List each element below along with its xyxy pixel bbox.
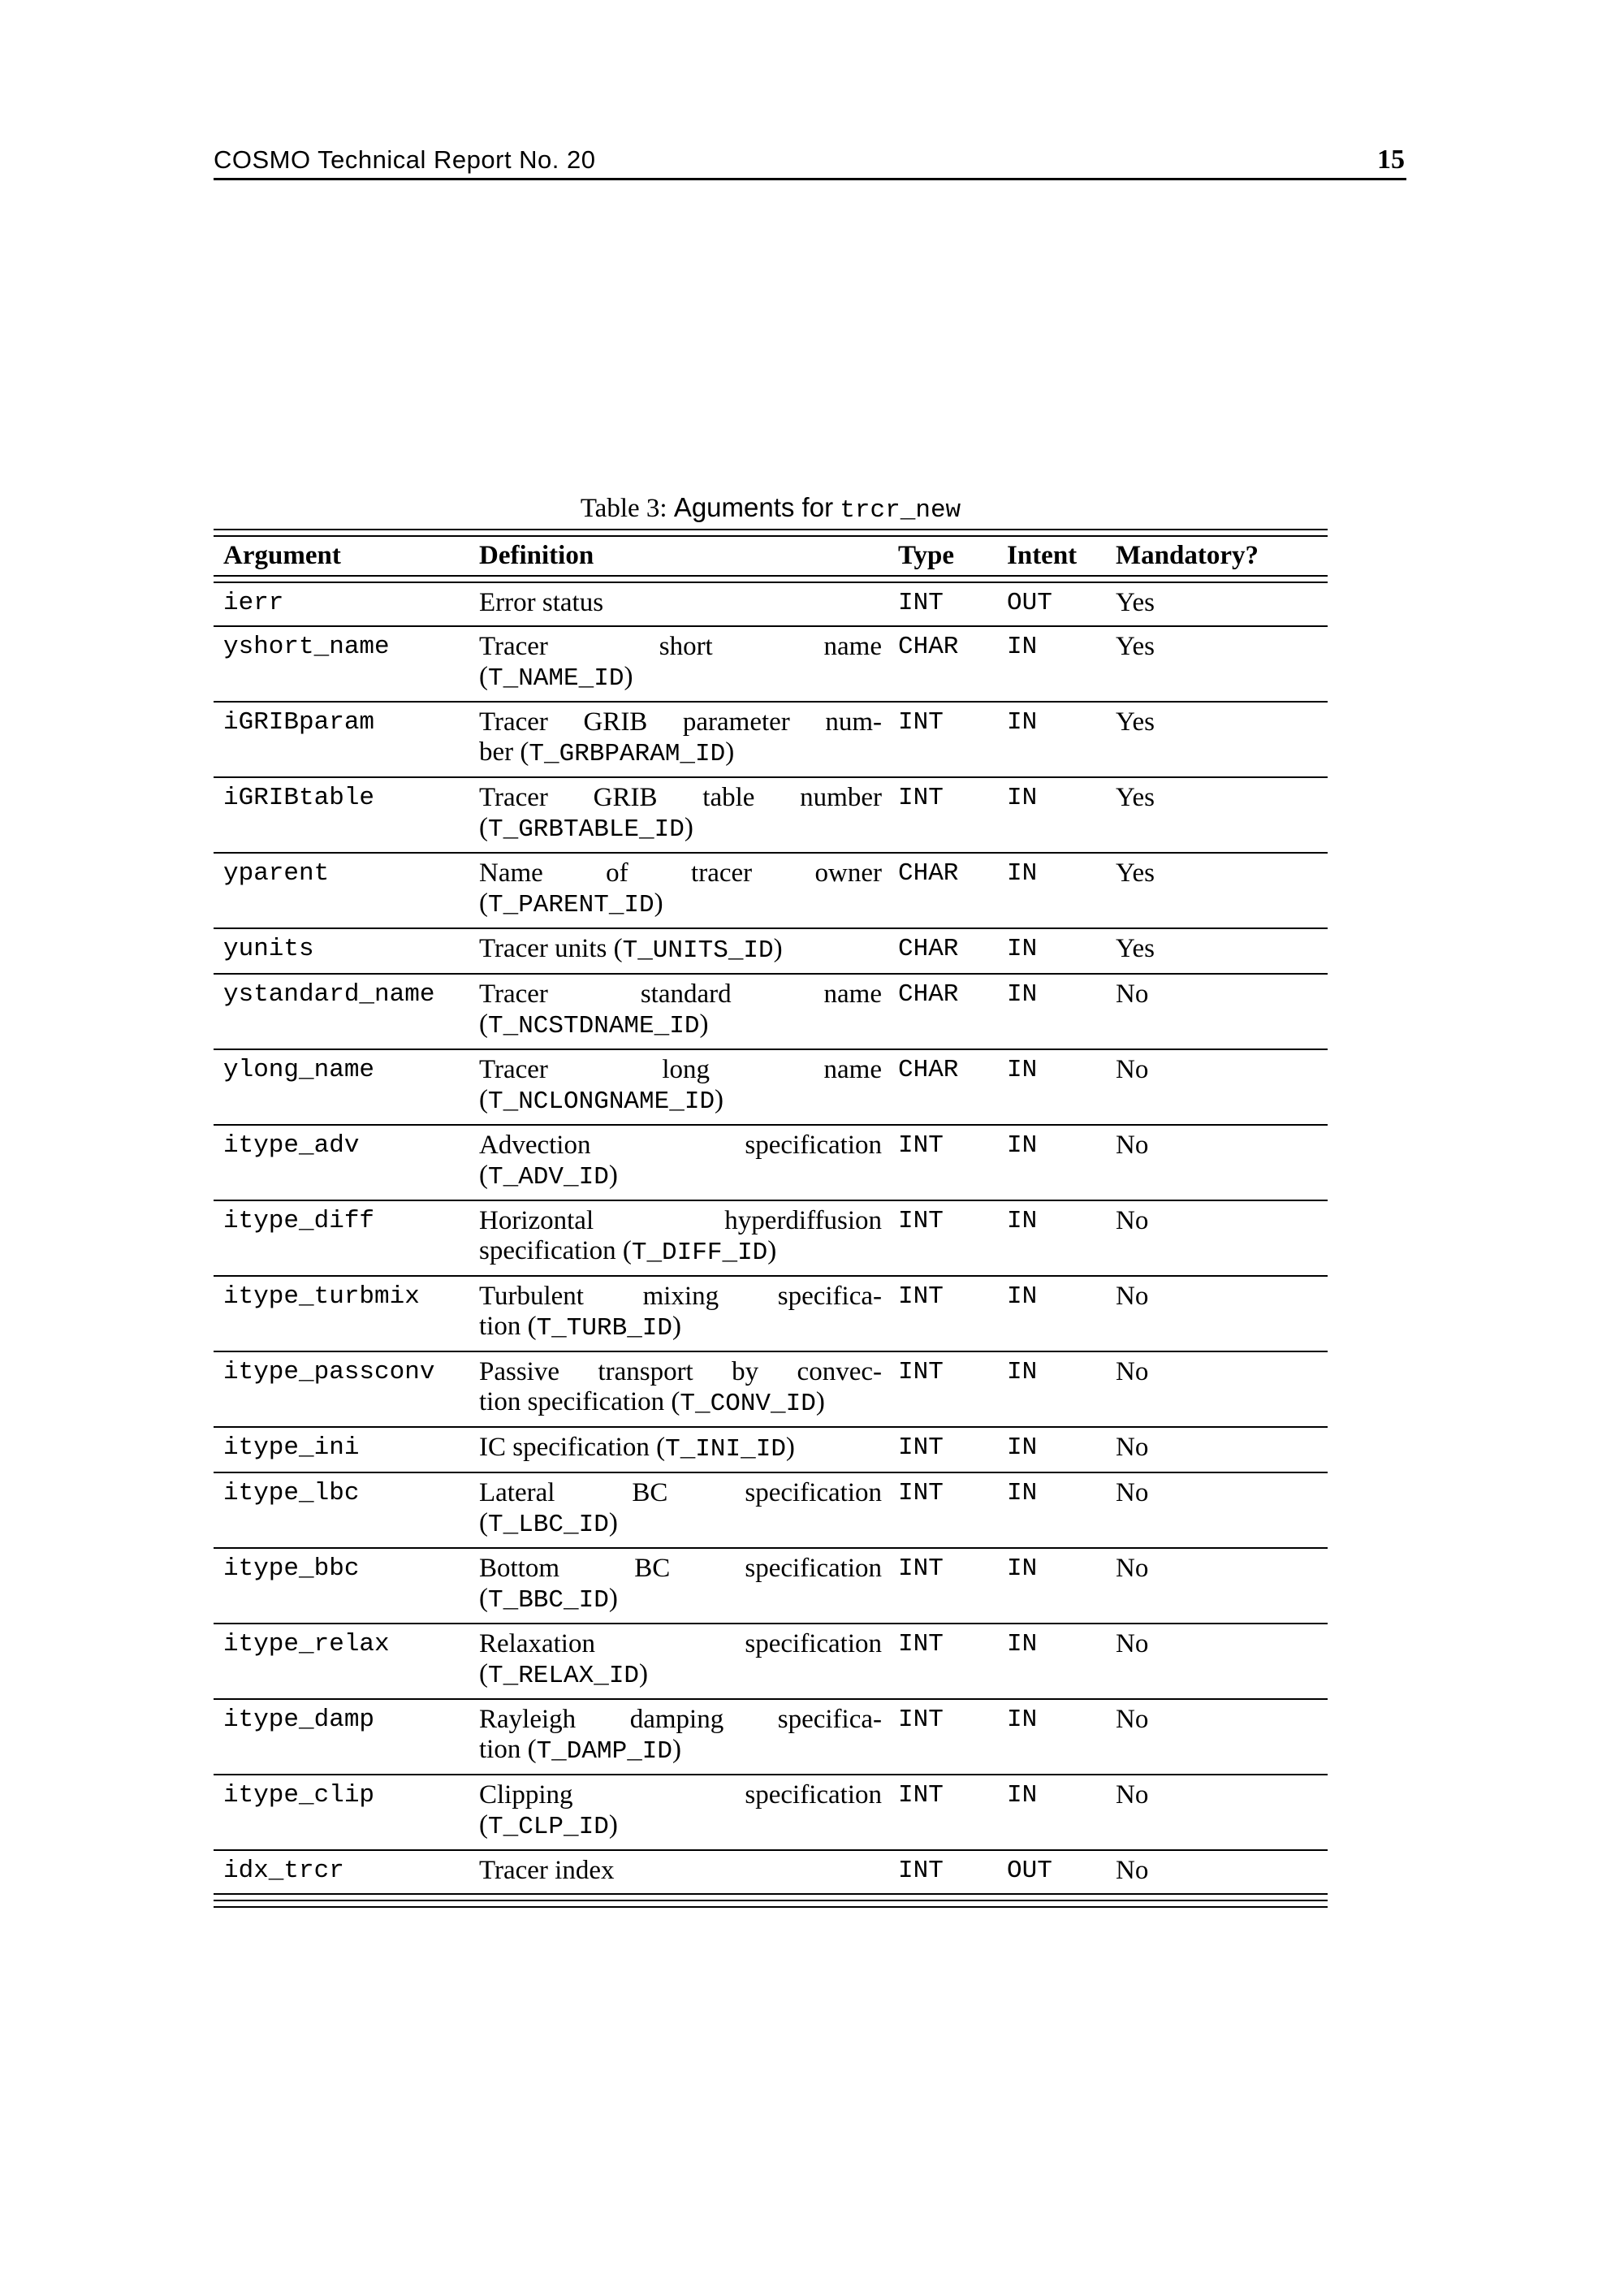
cell-mandatory: No [1116,1357,1149,1386]
cell-type: INT [898,784,944,812]
table-row [214,1428,1328,1473]
cell-definition [469,1277,888,1351]
column-header-definition: Definition [479,541,594,570]
cell-type: CHAR [898,935,959,963]
cell-mandatory: No [1116,1478,1149,1507]
cell-argument: itype_relax [223,1630,390,1658]
definition-line: Name of tracer owner [479,858,882,888]
definition-line: Horizontal hyperdiffusion [479,1206,882,1235]
table-row [214,1473,1328,1549]
cell-argument: itype_adv [223,1131,360,1160]
cell-type: CHAR [898,633,959,661]
cell-definition [469,1851,888,1893]
table-row [214,1126,1328,1201]
definition-line: (T_NCLONGNAME_ID) [479,1085,724,1116]
cell-type: INT [898,1131,944,1160]
definition-line: Tracer short name [479,632,882,661]
cell-argument: idx_trcr [223,1857,344,1885]
table-row [214,975,1328,1050]
table-row [214,1277,1328,1352]
definition-line: Lateral BC specification [479,1478,882,1507]
definition-line: Clipping specification [479,1780,882,1810]
cell-intent: IN [1007,859,1038,888]
cell-intent: OUT [1007,589,1052,617]
cell-intent: IN [1007,1282,1038,1311]
cell-intent: IN [1007,1358,1038,1386]
cell-argument: itype_passconv [223,1358,435,1386]
cell-argument: itype_turbmix [223,1282,420,1311]
report-title: COSMO Technical Report No. 20 [214,145,596,174]
cell-definition [469,1050,888,1124]
cell-intent: IN [1007,1433,1038,1462]
header-rule [214,178,1406,180]
caption-label: Table 3: [580,494,667,523]
cell-mandatory: Yes [1116,783,1155,812]
table-row [214,703,1328,778]
cell-type: INT [898,1554,944,1583]
table-row [214,854,1328,929]
cell-intent: IN [1007,1554,1038,1583]
cell-definition [469,1201,888,1275]
cell-intent: IN [1007,1479,1038,1507]
table-row [214,583,1328,627]
table-row [214,1624,1328,1700]
cell-mandatory: No [1116,1282,1149,1311]
definition-line: Rayleigh damping specifica- [479,1705,882,1734]
cell-mandatory: No [1116,1705,1149,1734]
cell-argument: yshort_name [223,633,390,661]
definition-line: (T_PARENT_ID) [479,889,663,919]
definition-line: Tracer units (T_UNITS_ID) [479,934,783,965]
cell-mandatory: Yes [1116,934,1155,963]
caption-text: Aguments for [673,492,834,522]
table-row [214,1201,1328,1277]
definition-line: Turbulent mixing specifica- [479,1282,882,1311]
cell-mandatory: No [1116,979,1149,1009]
column-header-intent: Intent [1007,541,1078,570]
table-row [214,929,1328,975]
cell-type: INT [898,1282,944,1311]
cell-type: INT [898,708,944,737]
cell-mandatory: No [1116,1554,1149,1583]
table-row [214,627,1328,703]
definition-line: Tracer standard name [479,979,882,1009]
cell-type: INT [898,1479,944,1507]
cell-intent: IN [1007,1781,1038,1810]
cell-mandatory: No [1116,1629,1149,1658]
cell-argument: iGRIBtable [223,784,375,812]
definition-line: tion (T_TURB_ID) [479,1312,682,1343]
cell-intent: IN [1007,633,1038,661]
table-header-rule [214,575,1328,583]
definition-line: (T_BBC_ID) [479,1584,618,1615]
page-running-head [214,145,1405,175]
arguments-table [214,529,1328,1908]
cell-argument: itype_bbc [223,1554,360,1583]
definition-line: Tracer GRIB table number [479,783,882,812]
cell-type: INT [898,1358,944,1386]
table-row [214,1050,1328,1126]
cell-definition [469,627,888,701]
cell-type: INT [898,1207,944,1235]
cell-argument: ierr [223,589,284,617]
table-row [214,1352,1328,1428]
cell-mandatory: Yes [1116,588,1155,617]
cell-definition [469,778,888,852]
definition-line: (T_LBC_ID) [479,1508,618,1539]
cell-mandatory: Yes [1116,707,1155,737]
cell-type: INT [898,1857,944,1885]
table-caption [214,492,1328,526]
definition-line: ber (T_GRBPARAM_ID) [479,737,735,768]
cell-type: CHAR [898,1056,959,1084]
cell-definition [469,854,888,927]
cell-argument: iGRIBparam [223,708,375,737]
cell-argument: itype_diff [223,1207,375,1235]
cell-definition [469,1428,888,1472]
definition-line: (T_GRBTABLE_ID) [479,813,693,844]
definition-line: Tracer long name [479,1055,882,1084]
definition-line: Advection specification [479,1131,882,1160]
cell-argument: ylong_name [223,1056,375,1084]
definition-line: (T_NAME_ID) [479,662,633,693]
cell-definition [469,583,888,625]
definition-line: Bottom BC specification [479,1554,882,1583]
cell-type: CHAR [898,980,959,1009]
definition-line: Tracer GRIB parameter num- [479,707,882,737]
cell-intent: IN [1007,1630,1038,1658]
definition-line: (T_CLP_ID) [479,1810,618,1841]
cell-argument: itype_damp [223,1706,375,1734]
table-body [214,583,1328,1895]
cell-type: INT [898,1781,944,1810]
cell-intent: IN [1007,1056,1038,1084]
cell-type: INT [898,589,944,617]
cell-type: INT [898,1630,944,1658]
caption-code: trcr_new [840,496,961,525]
table-row [214,778,1328,854]
definition-line: Passive transport by convec- [479,1357,882,1386]
cell-definition [469,1473,888,1547]
definition-line: tion (T_DAMP_ID) [479,1735,682,1766]
cell-intent: IN [1007,1207,1038,1235]
cell-definition [469,1352,888,1426]
table-top-rule [214,529,1328,537]
cell-mandatory: Yes [1116,858,1155,888]
definition-line: Relaxation specification [479,1629,882,1658]
column-header-argument: Argument [223,541,341,570]
cell-argument: itype_ini [223,1433,360,1462]
table-row [214,1775,1328,1851]
cell-argument: yparent [223,859,330,888]
column-header-type: Type [898,541,955,570]
cell-intent: IN [1007,784,1038,812]
cell-argument: yunits [223,935,314,963]
cell-intent: IN [1007,1706,1038,1734]
cell-mandatory: No [1116,1055,1149,1084]
cell-mandatory: No [1116,1856,1149,1885]
table-bottom-rule [214,1900,1328,1908]
cell-definition [469,1126,888,1200]
cell-mandatory: Yes [1116,632,1155,661]
definition-line: IC specification (T_INI_ID) [479,1433,795,1464]
cell-intent: IN [1007,1131,1038,1160]
definition-line: specification (T_DIFF_ID) [479,1236,777,1267]
cell-definition [469,703,888,776]
cell-mandatory: No [1116,1131,1149,1160]
page-number: 15 [1377,145,1405,175]
definition-line: tion specification (T_CONV_ID) [479,1387,825,1418]
cell-intent: IN [1007,708,1038,737]
definition-line: (T_RELAX_ID) [479,1659,649,1690]
table-header-row [214,537,1328,575]
cell-intent: IN [1007,980,1038,1009]
cell-definition [469,1624,888,1698]
cell-type: CHAR [898,859,959,888]
table-row [214,1700,1328,1775]
cell-intent: IN [1007,935,1038,963]
cell-argument: ystandard_name [223,980,435,1009]
cell-argument: itype_lbc [223,1479,360,1507]
definition-line: Tracer index [479,1856,615,1885]
definition-line: Error status [479,588,604,617]
cell-argument: itype_clip [223,1781,375,1810]
definition-line: (T_NCSTDNAME_ID) [479,1010,709,1040]
cell-type: INT [898,1433,944,1462]
cell-mandatory: No [1116,1433,1149,1462]
cell-intent: OUT [1007,1857,1052,1885]
cell-mandatory: No [1116,1206,1149,1235]
column-header-mandatory: Mandatory? [1116,541,1259,570]
cell-definition [469,1549,888,1623]
cell-definition [469,975,888,1049]
cell-mandatory: No [1116,1780,1149,1810]
cell-definition [469,1700,888,1774]
definition-line: (T_ADV_ID) [479,1161,618,1191]
cell-type: INT [898,1706,944,1734]
cell-definition [469,929,888,973]
cell-definition [469,1775,888,1849]
table-row [214,1851,1328,1895]
table-row [214,1549,1328,1624]
